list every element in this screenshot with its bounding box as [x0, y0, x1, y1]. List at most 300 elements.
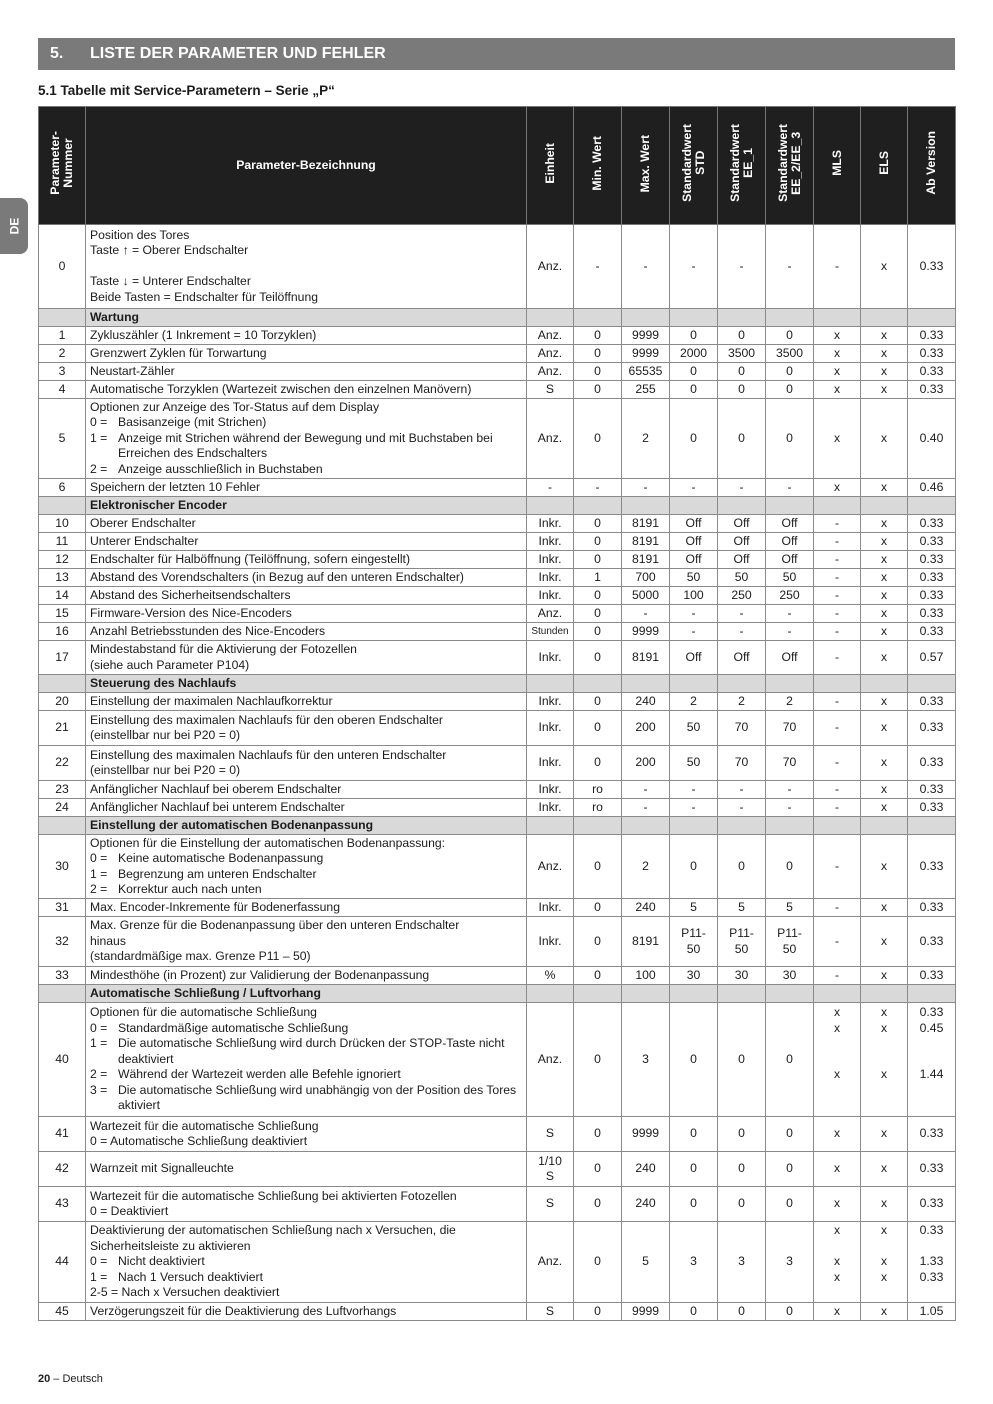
parameter-description-cell [86, 1187, 527, 1222]
parameter-description-cell [86, 899, 527, 917]
std-cell [670, 967, 718, 985]
ver-line: 0.45 [919, 1020, 944, 1035]
ver-cell [908, 1117, 956, 1152]
min-text: 0 [594, 345, 601, 360]
max-cell [622, 623, 670, 641]
mls-line [817, 1052, 857, 1068]
unit-text: Inkr. [538, 933, 562, 948]
els-cell [861, 1117, 908, 1152]
max-cell [622, 533, 670, 551]
parameter-description-lines [90, 1189, 523, 1220]
min-text: 0 [594, 363, 601, 378]
ee23-line: 50 [782, 941, 797, 956]
mls-text: x [833, 363, 841, 378]
parameter-description-line: 0 = Deaktiviert [90, 1204, 169, 1218]
ver-text: 0.33 [919, 720, 944, 735]
parameter-number-text: 1 [58, 327, 66, 342]
section-spacer-cell [908, 497, 956, 515]
ee1-text: Off [733, 515, 750, 530]
parameter-row [39, 515, 956, 533]
ee23-text: 0 [786, 1303, 793, 1318]
parameter-description-cell [86, 641, 527, 675]
max-text: 3 [642, 1051, 649, 1066]
parameter-table-wrapper [38, 106, 955, 1321]
std-cell [670, 345, 718, 363]
ee23-text: - [787, 623, 792, 638]
section-header [38, 38, 955, 70]
section-spacer-cell [527, 497, 574, 515]
max-cell [622, 746, 670, 781]
mls-text: - [834, 899, 840, 914]
max-text: 65535 [628, 363, 663, 378]
ee23-cell [766, 917, 814, 967]
mls-text: - [834, 551, 840, 566]
section-spacer-cell [622, 309, 670, 327]
std-text: 3 [690, 1254, 697, 1269]
unit-text: S [545, 381, 555, 396]
parameter-number-cell [39, 225, 86, 309]
mls-cell [814, 799, 861, 817]
els-text: x [880, 515, 888, 530]
ee23-text: Off [781, 551, 798, 566]
section-title-cell: Automatische Schließung / Luftvorhang [86, 985, 527, 1003]
parameter-description-line: (einstellbar nur bei P20 = 0) [90, 728, 241, 742]
ee23-text: - [787, 799, 792, 814]
std-cell [670, 799, 718, 817]
ee23-text: - [787, 781, 792, 796]
els-cell [861, 1303, 908, 1321]
els-text: x [880, 569, 888, 584]
els-text: x [880, 587, 888, 602]
ver-line [911, 1285, 952, 1301]
parameter-description-cell [86, 381, 527, 399]
unit-cell [527, 327, 574, 345]
ee23-text: - [787, 258, 792, 273]
min-cell [574, 399, 622, 479]
els-cell [861, 899, 908, 917]
ver-line [911, 1239, 952, 1255]
unit-text: Anz. [537, 327, 563, 342]
unit-cell [527, 569, 574, 587]
ver-line [911, 1052, 952, 1068]
min-text: 0 [594, 605, 601, 620]
ee23-text: - [787, 605, 792, 620]
max-cell [622, 587, 670, 605]
unit-text: Inkr. [538, 649, 562, 664]
parameter-description-cell [86, 479, 527, 497]
parameter-description-line: Einstellung des maximalen Nachlaufs für den unteren Endschalter [90, 747, 447, 762]
ee1-cell [718, 587, 766, 605]
els-text: x [880, 967, 888, 982]
section-spacer-cell [39, 309, 86, 327]
mls-cell [814, 605, 861, 623]
els-text: x [880, 899, 888, 914]
max-text: - [643, 479, 648, 494]
max-cell [622, 1303, 670, 1321]
ee1-text: 0 [738, 1303, 745, 1318]
max-cell [622, 1152, 670, 1187]
ee23-cell [766, 746, 814, 781]
els-cell [861, 917, 908, 967]
ee23-text: 0 [786, 363, 793, 378]
std-text: - [691, 799, 696, 814]
unit-cell [527, 835, 574, 899]
ver-line: 0.33 [919, 1223, 944, 1238]
els-text: x [880, 430, 888, 445]
section-spacer-cell [670, 985, 718, 1003]
section-spacer-cell [39, 497, 86, 515]
ee23-cell [766, 399, 814, 479]
min-cell [574, 587, 622, 605]
option-title: Optionen für die automatische Schließung [90, 1005, 317, 1020]
section-spacer-cell [766, 675, 814, 693]
ee23-cell [766, 327, 814, 345]
ee1-text: 0 [738, 1161, 745, 1176]
els-text: x [880, 1161, 888, 1176]
mls-line: x [833, 1269, 841, 1284]
ee1-text: 250 [731, 587, 752, 602]
ver-line [911, 1036, 952, 1052]
unit-cell [527, 381, 574, 399]
header-version [908, 107, 956, 225]
min-cell [574, 225, 622, 309]
section-spacer-cell [908, 309, 956, 327]
els-line: x [880, 1254, 888, 1269]
std-cell [670, 533, 718, 551]
unit-text: Anz. [537, 1254, 563, 1269]
min-text: 0 [594, 1303, 601, 1318]
ee23-cell [766, 899, 814, 917]
ee1-cell [718, 479, 766, 497]
ee23-cell [766, 479, 814, 497]
ee23-cell [766, 835, 814, 899]
mls-cell [814, 363, 861, 381]
section-spacer-cell [766, 817, 814, 835]
els-cell [861, 967, 908, 985]
section-spacer-cell [766, 309, 814, 327]
parameter-number-text: 45 [55, 1303, 69, 1318]
ver-line [911, 1083, 952, 1099]
mls-line [817, 1036, 857, 1052]
option-item [90, 882, 523, 898]
section-spacer-cell [908, 985, 956, 1003]
ee1-line: 50 [734, 941, 749, 956]
parameter-description-text: Anfänglicher Nachlauf bei oberem Endschalter [90, 781, 342, 796]
mls-line [817, 1098, 857, 1114]
parameter-description-cell [86, 1152, 527, 1187]
ver-cell [908, 605, 956, 623]
section-spacer-cell [861, 817, 908, 835]
els-line [864, 1083, 904, 1099]
section-spacer-cell [718, 985, 766, 1003]
ee1-cell [718, 1003, 766, 1117]
max-text: 200 [635, 755, 656, 770]
min-text: 0 [594, 381, 601, 396]
ee1-text: - [739, 781, 744, 796]
mls-text: - [834, 755, 840, 770]
parameter-row [39, 569, 956, 587]
unit-cell [527, 746, 574, 781]
parameter-description-cell [86, 225, 527, 309]
unit-cell [527, 345, 574, 363]
min-text: 0 [594, 649, 601, 664]
min-cell [574, 711, 622, 746]
ver-text: 0.33 [919, 899, 944, 914]
max-text: - [643, 781, 648, 796]
min-cell [574, 799, 622, 817]
mls-cell [814, 225, 861, 309]
ee23-cell [766, 381, 814, 399]
ee1-cell [718, 1152, 766, 1187]
parameter-description-cell [86, 1222, 527, 1303]
ee1-text: 50 [734, 569, 749, 584]
std-cell [670, 641, 718, 675]
ver-text: 0.33 [919, 781, 944, 796]
max-text: 8191 [631, 533, 660, 548]
std-text: 0 [690, 1196, 697, 1211]
mls-text: - [834, 605, 840, 620]
unit-text: Inkr. [538, 899, 562, 914]
ver-cell [908, 917, 956, 967]
parameter-number-text: 13 [55, 569, 69, 584]
section-title-cell: Einstellung der automatischen Bodenanpassung [86, 817, 527, 835]
els-text: x [880, 858, 888, 873]
unit-cell [527, 225, 574, 309]
els-text: x [880, 720, 888, 735]
max-cell [622, 917, 670, 967]
min-cell [574, 569, 622, 587]
min-text: 0 [594, 755, 601, 770]
std-cell [670, 551, 718, 569]
unit-text: Inkr. [538, 569, 562, 584]
max-text: 200 [635, 720, 656, 735]
parameter-row [39, 381, 956, 399]
ee1-cell [718, 799, 766, 817]
std-cell [670, 587, 718, 605]
min-text: 0 [594, 1196, 601, 1211]
parameter-row [39, 551, 956, 569]
section-spacer-cell [622, 675, 670, 693]
parameter-row [39, 479, 956, 497]
ver-cell [908, 587, 956, 605]
min-text: 0 [594, 693, 601, 708]
option-value: Nach 1 Versuch deaktiviert [118, 1269, 263, 1284]
parameter-number-cell [39, 587, 86, 605]
max-cell [622, 781, 670, 799]
mls-cell [814, 835, 861, 899]
mls-cell [814, 967, 861, 985]
max-text: - [643, 799, 648, 814]
ver-text: 0.33 [919, 345, 944, 360]
max-cell [622, 515, 670, 533]
unit-cell [527, 623, 574, 641]
option-key: 3 = [90, 1082, 108, 1097]
els-text: x [880, 381, 888, 396]
parameter-number-cell [39, 746, 86, 781]
parameter-description-lines [90, 713, 523, 744]
max-text: 8191 [631, 551, 660, 566]
parameter-number-cell [39, 327, 86, 345]
parameter-number-text: 40 [55, 1051, 69, 1066]
option-item [90, 1021, 523, 1037]
header-label-ee23: Standardwert EE_2/EE_3 [775, 124, 803, 203]
els-cell [861, 799, 908, 817]
option-value: Begrenzung am unteren Endschalter [118, 866, 317, 881]
mls-cell [814, 515, 861, 533]
std-text: Off [685, 533, 702, 548]
parameter-description-text: Verzögerungszeit für die Deaktivierung des Luftvorhangs [90, 1303, 397, 1318]
parameter-description-line: (standardmäßige max. Grenze P11 – 50) [90, 949, 311, 964]
parameter-number-text: 0 [58, 258, 66, 273]
els-text: x [880, 649, 888, 664]
section-row [39, 309, 956, 327]
parameter-number-text: 15 [55, 605, 69, 620]
parameter-description-text: Firmware-Version des Nice-Encoders [90, 605, 292, 620]
max-cell [622, 551, 670, 569]
option-key: 0 = [90, 1254, 108, 1269]
parameter-number-text: 6 [58, 479, 66, 494]
section-spacer-cell [861, 985, 908, 1003]
parameter-description-text: Einstellung der maximalen Nachlaufkorrektur [90, 693, 333, 708]
ver-text: 0.33 [919, 569, 944, 584]
els-cell [861, 345, 908, 363]
unit-text: S [545, 1126, 555, 1141]
min-cell [574, 1187, 622, 1222]
els-cell [861, 399, 908, 479]
std-cell [670, 1187, 718, 1222]
els-line: x [880, 1020, 888, 1035]
parameter-number-text: 14 [55, 587, 69, 602]
mls-text: - [834, 587, 840, 602]
max-text: 9999 [631, 623, 660, 638]
ee1-cell [718, 327, 766, 345]
std-text: 0 [690, 1303, 697, 1318]
mls-cell [814, 345, 861, 363]
page-number: 20 [38, 1373, 51, 1385]
mls-text: - [834, 781, 840, 796]
mls-text: x [833, 381, 841, 396]
ee1-text: 3 [738, 1254, 745, 1269]
ee1-cell [718, 533, 766, 551]
els-cell [861, 569, 908, 587]
option-value: 2-5 = Nach x Versuchen deaktiviert [90, 1285, 280, 1300]
parameter-number-cell [39, 899, 86, 917]
max-cell [622, 399, 670, 479]
parameter-row [39, 1152, 956, 1187]
ee1-line: P11- [729, 926, 754, 940]
mls-text: - [834, 649, 840, 664]
parameter-description-cell [86, 605, 527, 623]
mls-text: x [833, 345, 841, 360]
mls-lines [817, 1223, 857, 1301]
unit-cell [527, 533, 574, 551]
std-text: 50 [686, 720, 701, 735]
ee23-text: 5 [786, 899, 793, 914]
mls-text: x [833, 1303, 841, 1318]
parameter-number-text: 24 [55, 799, 69, 814]
els-cell [861, 641, 908, 675]
ver-text: 0.33 [919, 755, 944, 770]
unit-text: Anz. [537, 363, 563, 378]
parameter-row [39, 641, 956, 675]
parameter-description-text: Mindesthöhe (in Prozent) zur Validierung der Bodenanpassung [90, 967, 430, 982]
ver-text: 0.33 [919, 1161, 944, 1176]
option-key: 1 = [90, 1269, 108, 1284]
max-cell [622, 605, 670, 623]
option-key: 2 = [90, 1067, 108, 1082]
min-cell [574, 781, 622, 799]
unit-lines [530, 1154, 570, 1185]
els-cell [861, 605, 908, 623]
section-title-cell: Elektronischer Encoder [86, 497, 527, 515]
parameter-description-line: Wartezeit für die automatische Schließung bei aktivierten Fotozellen [90, 1188, 457, 1203]
option-item [90, 1083, 523, 1114]
parameter-number-text: 5 [58, 430, 66, 445]
table-body [39, 225, 956, 1321]
mls-text: - [834, 569, 840, 584]
ee1-text: 70 [734, 720, 749, 735]
ver-cell [908, 899, 956, 917]
section-spacer-cell [861, 497, 908, 515]
table-subtitle: 5.1 Tabelle mit Service-Parametern – Serie „P“ [38, 83, 335, 98]
ee23-cell [766, 1187, 814, 1222]
max-cell [622, 899, 670, 917]
unit-cell [527, 1222, 574, 1303]
header-label-num: Parameter- Nummer [48, 131, 75, 196]
unit-text: Inkr. [538, 693, 562, 708]
max-text: 700 [635, 569, 656, 584]
els-cell [861, 381, 908, 399]
option-value: Die automatische Schließung wird durch Drücken der STOP-Taste nicht deaktiviert [118, 1036, 505, 1066]
std-cell [670, 693, 718, 711]
min-text: - [595, 479, 600, 494]
els-text: x [880, 693, 888, 708]
parameter-number-text: 16 [55, 623, 69, 638]
parameter-description-line: 0 = Automatische Schließung deaktiviert [90, 1134, 308, 1148]
unit-cell [527, 515, 574, 533]
mls-cell [814, 587, 861, 605]
parameter-number-cell [39, 1117, 86, 1152]
ee23-text: 0 [786, 1196, 793, 1211]
parameter-row [39, 225, 956, 309]
parameter-description-line: Einstellung des maximalen Nachlaufs für den oberen Endschalter [90, 712, 443, 727]
ee1-text: 0 [738, 327, 745, 342]
option-title: Deaktivierung der automatischen Schließung nach x Versuchen, die Sicherheitsleiste zu aktivieren [90, 1223, 456, 1253]
ee1-text: 70 [734, 755, 749, 770]
parameter-number-cell [39, 363, 86, 381]
parameter-description-line: Position des Tores [90, 227, 190, 242]
ver-cell [908, 225, 956, 309]
parameter-number-cell [39, 1222, 86, 1303]
parameter-number-cell [39, 693, 86, 711]
parameter-row [39, 1187, 956, 1222]
option-key: 0 = [90, 415, 108, 430]
mls-text: x [833, 327, 841, 342]
ee1-cell [718, 569, 766, 587]
els-text: x [880, 363, 888, 378]
els-line [864, 1052, 904, 1068]
els-cell [861, 587, 908, 605]
parameter-description-text: Unterer Endschalter [90, 533, 199, 548]
section-number: 5. [50, 45, 64, 62]
els-cell [861, 1222, 908, 1303]
unit-cell [527, 1003, 574, 1117]
max-text: 240 [635, 899, 656, 914]
section-spacer-cell [39, 985, 86, 1003]
section-row [39, 817, 956, 835]
unit-text: S [545, 1303, 555, 1318]
unit-cell [527, 587, 574, 605]
